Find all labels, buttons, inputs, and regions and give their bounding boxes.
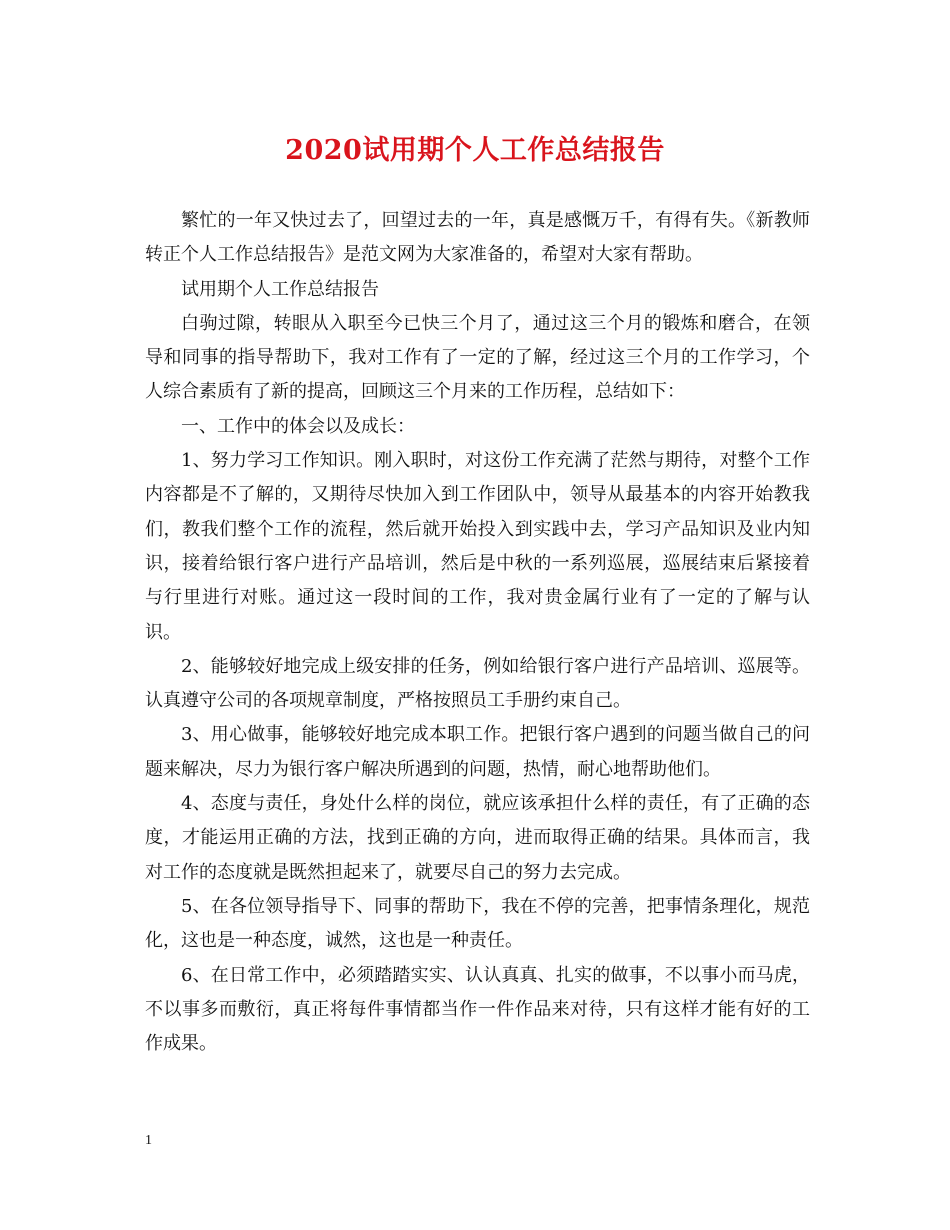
item-paragraph-6: 6、在日常工作中，必须踏踏实实、认认真真、扎实的做事，不以事小而马虎，不以事多而敷衍，真正将每件事情都当作一件作品来对待，只有这样才能有好的工作成果。 — [145, 964, 810, 1055]
section-heading: 一、工作中的体会以及成长： — [181, 415, 415, 437]
item-paragraph-1: 1、努力学习工作知识。刚入职时，对这份工作充满了茫然与期待，对整个工作内容都是不了解的，又期待尽快加入到工作团队中，领导从最基本的内容开始教我们，教我们整个工作的流程，然后就开始投入到实践中去，学习产品知识及业内知识，接着给银行客户进行产品培训，然后是中秋的一系列巡展，巡展结束后紧接着与行里进行对账。通过这一段时间的工作，我对贵金属行业有了一定的了解与认识。 — [145, 450, 810, 643]
intro-paragraph: 繁忙的一年又快过去了，回望过去的一年，真是感慨万千，有得有失。《新教师转正个人工作总结报告》是范文网为大家准备的，希望对大家有帮助。 — [145, 210, 810, 266]
subtitle-paragraph: 试用期个人工作总结报告 — [181, 278, 379, 300]
document-body — [145, 204, 810, 1061]
item-paragraph-5: 5、在各位领导指导下、同事的帮助下，我在不停的完善，把事情条理化，规范化，这也是一种态度，诚然，这也是一种责任。 — [145, 895, 810, 952]
page-number: 1 — [145, 1133, 152, 1148]
item-paragraph-2: 2、能够较好地完成上级安排的任务，例如给银行客户进行产品培训、巡展等。认真遵守公司的各项规章制度，严格按照员工手册约束自己。 — [145, 655, 810, 712]
opening-paragraph: 白驹过隙，转眼从入职至今已快三个月了，通过这三个月的锻炼和磨合，在领导和同事的指导帮助下，我对工作有了一定的了解，经过这三个月的工作学习，个人综合素质有了新的提高，回顾这三个月来的工作历程，总结如下： — [145, 312, 810, 403]
item-paragraph-3: 3、用心做事，能够较好地完成本职工作。把银行客户遇到的问题当做自己的问题来解决，尽力为银行客户解决所遇到的问题，热情，耐心地帮助他们。 — [145, 724, 810, 780]
item-paragraph-4: 4、态度与责任，身处什么样的岗位，就应该承担什么样的责任，有了正确的态度，才能运用正确的方法，找到正确的方向，进而取得正确的结果。具体而言，我对工作的态度就是既然担起来了，就要尽自己的努力去完成。 — [145, 793, 810, 883]
document-title: 2020试用期个人工作总结报告 — [285, 135, 665, 166]
